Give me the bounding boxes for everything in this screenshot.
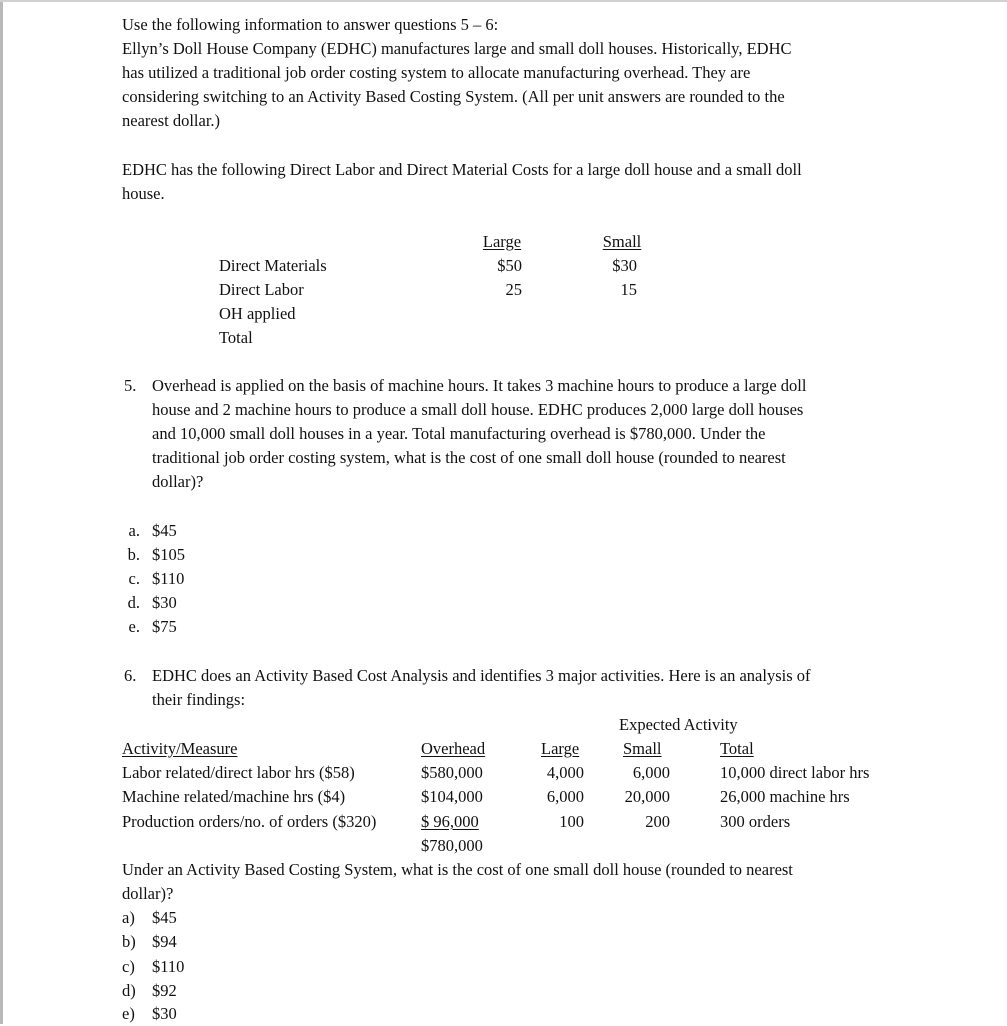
small-cell: 20,000 (624, 787, 670, 806)
cost-header-small: Small (602, 232, 642, 251)
option-letter: b. (127, 545, 140, 564)
intro-line: Use the following information to answer questions 5 – 6: (122, 15, 499, 34)
option-letter: c) (122, 957, 135, 976)
activity-cell: Production orders/no. of orders ($320) (122, 812, 377, 831)
option-letter: d) (122, 981, 136, 1000)
option-letter: c. (128, 569, 140, 588)
option-letter: d. (127, 593, 140, 612)
header-overhead: Overhead (421, 739, 486, 758)
total-cell: 300 orders (720, 812, 791, 831)
question-line: Under an Activity Based Costing System, what is the cost of one small doll house (rounded to nearest (122, 860, 793, 879)
cost-row-label: Direct Materials (219, 256, 327, 275)
question-line: house and 2 machine hours to produce a small doll house. EDHC produces 2,000 large doll houses (152, 400, 804, 419)
intro-line: considering switching to an Activity Based Costing System. (All per unit answers are rounded to the (122, 87, 785, 106)
option-letter: b) (122, 932, 136, 951)
cost-row-label: Total (219, 328, 253, 347)
cost-row-large: 25 (505, 280, 522, 299)
option-text: $110 (152, 957, 185, 976)
intro-line: has utilized a traditional job order costing system to allocate manufacturing overhead. They are (122, 63, 751, 82)
cost-row-label: OH applied (219, 304, 296, 323)
header-total: Total (720, 739, 754, 758)
option-letter: e. (128, 617, 140, 636)
question-line: EDHC does an Activity Based Cost Analysis and identifies 3 major activities. Here is an analysis of (152, 666, 811, 685)
overhead-cell: $580,000 (421, 763, 483, 782)
header-small: Small (623, 739, 662, 758)
large-cell: 4,000 (546, 763, 584, 782)
option-text: $75 (152, 617, 177, 636)
header-large: Large (541, 739, 580, 758)
question-number: 6. (124, 666, 137, 685)
total-cell: 10,000 direct labor hrs (720, 763, 870, 782)
option-letter: a. (128, 521, 140, 540)
overhead-total: $780,000 (421, 836, 483, 855)
large-cell: 100 (559, 812, 584, 831)
small-cell: 200 (645, 812, 670, 831)
intro-line: Ellyn’s Doll House Company (EDHC) manufactures large and small doll houses. Historically, EDHC (122, 39, 792, 58)
question-line: traditional job order costing system, what is the cost of one small doll house (rounded to nearest (152, 448, 786, 467)
option-text: $45 (152, 908, 177, 927)
question-line: their findings: (152, 690, 246, 709)
question-line: dollar)? (122, 884, 174, 903)
activity-cell: Labor related/direct labor hrs ($58) (122, 763, 355, 782)
small-cell: 6,000 (632, 763, 670, 782)
intro-line: nearest dollar.) (122, 111, 221, 130)
large-cell: 6,000 (546, 787, 584, 806)
overhead-cell: $104,000 (421, 787, 483, 806)
question-line: dollar)? (152, 472, 204, 491)
option-text: $110 (152, 569, 185, 588)
total-cell: 26,000 machine hrs (720, 787, 850, 806)
cost-row-label: Direct Labor (219, 280, 304, 299)
option-text: $30 (152, 1004, 177, 1023)
option-text: $105 (152, 545, 185, 564)
activity-cell: Machine related/machine hrs ($4) (122, 787, 346, 806)
page-edge-left (0, 0, 3, 1024)
page-edge-top (0, 0, 1007, 2)
expected-activity-label: Expected Activity (619, 715, 738, 734)
option-text: $92 (152, 981, 177, 1000)
option-text: $30 (152, 593, 177, 612)
question-line: and 10,000 small doll houses in a year. Total manufacturing overhead is $780,000. Under the (152, 424, 766, 443)
cost-row-large: $50 (497, 256, 522, 275)
option-text: $45 (152, 521, 177, 540)
option-letter: a) (122, 908, 135, 927)
cost-header-large: Large (482, 232, 522, 251)
cost-row-small: 15 (620, 280, 637, 299)
question-number: 5. (124, 376, 137, 395)
header-activity: Activity/Measure (122, 739, 238, 758)
overhead-cell: $ 96,000 (421, 812, 479, 831)
option-text: $94 (152, 932, 177, 951)
cost-row-small: $30 (612, 256, 637, 275)
cost-intro-line: EDHC has the following Direct Labor and Direct Material Costs for a large doll house and a small doll (122, 160, 802, 179)
option-letter: e) (122, 1004, 135, 1023)
question-line: Overhead is applied on the basis of machine hours. It takes 3 machine hours to produce a large doll (152, 376, 807, 395)
cost-intro-line: house. (122, 184, 165, 203)
